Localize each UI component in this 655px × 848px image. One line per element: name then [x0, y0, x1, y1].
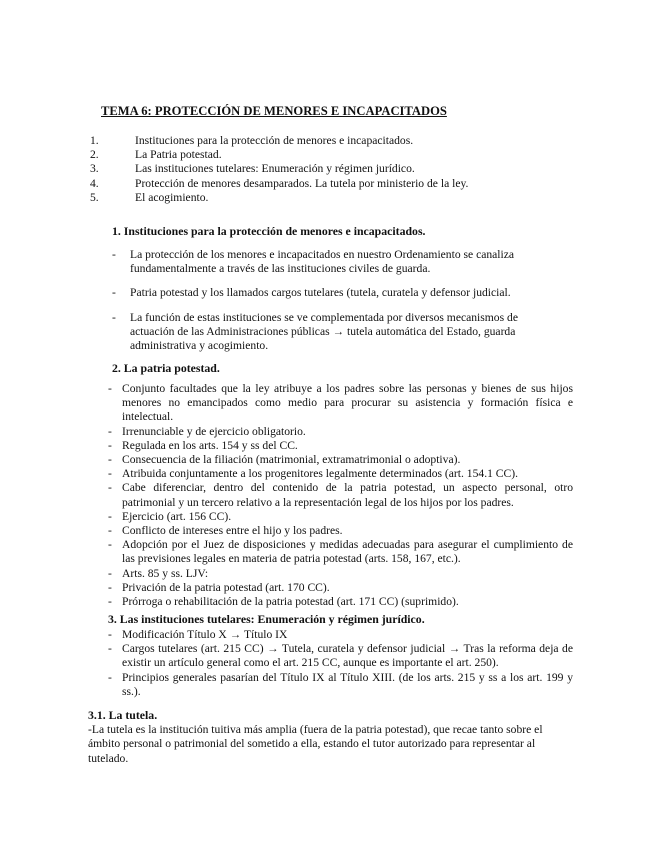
dash-bullet: - — [112, 286, 116, 300]
dash-bullet: - — [108, 481, 112, 495]
list-item-text: Principios generales pasarían del Título IX al Título XIII. (de los arts. 215 y ss a los art. 199 y ss.). — [122, 670, 573, 698]
section-3-1-paragraph: -La tutela es la institución tuitiva más amplia (fuera de la patria potestad), que recae tanto sobre el ámbito personal o patrimonial del sometido a ella, estando el tutor autorizado para representar al tutelado. — [88, 723, 543, 765]
section-1-list — [112, 248, 542, 363]
toc-text: Instituciones para la protección de menores e incapacitados. — [135, 134, 414, 147]
list-item-text: Prórroga o rehabilitación de la patria potestad (art. 171 CC) (suprimido). — [122, 595, 459, 609]
dash-bullet: - — [112, 310, 116, 324]
section-3-1-heading: 3.1. La tutela. — [88, 708, 158, 722]
list-item — [112, 286, 542, 300]
list-item-text: Regulada en los arts. 154 y ss del CC. — [122, 438, 298, 452]
section-1-heading: 1. Instituciones para la protección de menores e incapacitados. — [112, 224, 426, 238]
list-item-text: Atribuida conjuntamente a los progenitores legalmente determinados (art. 154.1 CC). — [122, 467, 519, 481]
list-item — [108, 642, 573, 670]
toc-number: 3. — [90, 162, 99, 176]
list-item — [108, 671, 573, 699]
dash-bullet: - — [108, 524, 112, 538]
table-of-contents — [90, 134, 610, 205]
list-item — [108, 481, 573, 509]
list-item — [112, 311, 542, 354]
dash-bullet: - — [108, 453, 112, 467]
section-2-heading: 2. La patria potestad. — [112, 361, 220, 375]
dash-bullet: - — [108, 670, 112, 684]
list-item — [108, 439, 573, 453]
section-3-list — [108, 628, 573, 699]
list-item — [108, 382, 573, 425]
dash-bullet: - — [108, 642, 112, 656]
dash-bullet: - — [108, 538, 112, 552]
list-item — [108, 467, 573, 481]
dash-bullet: - — [108, 509, 112, 523]
dash-bullet: - — [112, 248, 116, 261]
toc-text: La Patria potestad. — [135, 148, 222, 162]
toc-text: Protección de menores desamparados. La tutela por ministerio de la ley. — [135, 176, 469, 190]
dash-bullet: - — [108, 566, 112, 580]
toc-item-2 — [90, 148, 610, 162]
list-item-text: Ejercicio (art. 156 CC). — [122, 509, 232, 523]
dash-bullet: - — [108, 467, 112, 481]
list-item — [112, 248, 542, 276]
list-item-text: Consecuencia de la filiación (matrimonial, extramatrimonial o adoptiva). — [122, 453, 461, 467]
list-item — [108, 567, 573, 581]
list-item-text: Conflicto de intereses entre el hijo y los padres. — [122, 524, 343, 538]
dash-bullet: - — [108, 628, 112, 641]
list-item-text: Privación de la patria potestad (art. 170 CC). — [122, 580, 330, 594]
list-item-text: Adopción por el Juez de disposiciones y medidas adecuadas para asegurar el cumplimiento de las previsiones legales en materia de patria potestad (arts. 158, 167, etc.). — [122, 538, 573, 566]
toc-item-4 — [90, 177, 610, 191]
list-item-text: Modificación Título X → Título IX — [122, 628, 288, 641]
toc-text: Las instituciones tutelares: Enumeración y régimen jurídico. — [135, 162, 415, 176]
list-item-text: Cabe diferenciar, dentro del contenido de la patria potestad, un aspecto personal, otro patrimonial y un tercero relativo a la representación legal de los hijos por los padres. — [122, 481, 573, 509]
toc-item-3 — [90, 162, 610, 176]
list-item — [108, 425, 573, 439]
toc-number: 1. — [90, 134, 99, 147]
list-item — [108, 628, 573, 642]
list-item-text: La función de estas instituciones se ve complementada por diversos mecanismos de actuación de las Administraciones públicas → tutela automática del Estado, guarda administrativa y acogimiento. — [130, 310, 518, 353]
section-2-list — [108, 382, 573, 609]
list-item-text: Patria potestad y los llamados cargos tutelares (tutela, curatela y defensor judicial. — [130, 286, 511, 300]
toc-item-1 — [90, 134, 610, 148]
list-item-text: Irrenunciable y de ejercicio obligatorio. — [122, 424, 306, 438]
list-item-text: La protección de los menores e incapacitados en nuestro Ordenamiento se canaliza fundamentalmente a través de las instituciones civiles de guarda. — [130, 248, 515, 276]
dash-bullet: - — [108, 382, 112, 395]
dash-bullet: - — [108, 424, 112, 438]
list-item-text: Cargos tutelares (art. 215 CC) → Tutela, curatela y defensor judicial → Tras la reforma deja de existir un artículo general como el art. 215 CC, aunque es importante el art. 250). — [122, 642, 573, 670]
toc-number: 4. — [90, 176, 99, 190]
list-item-text: Arts. 85 y ss. LJV: — [122, 566, 209, 580]
toc-text: El acogimiento. — [135, 190, 209, 204]
toc-number: 2. — [90, 148, 99, 162]
list-item — [108, 510, 573, 524]
dash-bullet: - — [108, 595, 112, 609]
document-title: TEMA 6: PROTECCIÓN DE MENORES E INCAPACITADOS — [101, 104, 447, 118]
list-item — [108, 538, 573, 566]
list-item — [108, 453, 573, 467]
toc-number: 5. — [90, 190, 99, 204]
list-item — [108, 595, 573, 609]
dash-bullet: - — [108, 438, 112, 452]
list-item — [108, 581, 573, 595]
section-3-heading: 3. Las instituciones tutelares: Enumeración y régimen jurídico. — [108, 612, 425, 626]
dash-bullet: - — [108, 580, 112, 594]
list-item — [108, 524, 573, 538]
list-item-text: Conjunto facultades que la ley atribuye a los padres sobre las personas y bienes de sus hijos menores no emancipados como medio para procurar su asistencia y formación física e intelectual. — [122, 382, 573, 424]
toc-item-5 — [90, 191, 610, 205]
